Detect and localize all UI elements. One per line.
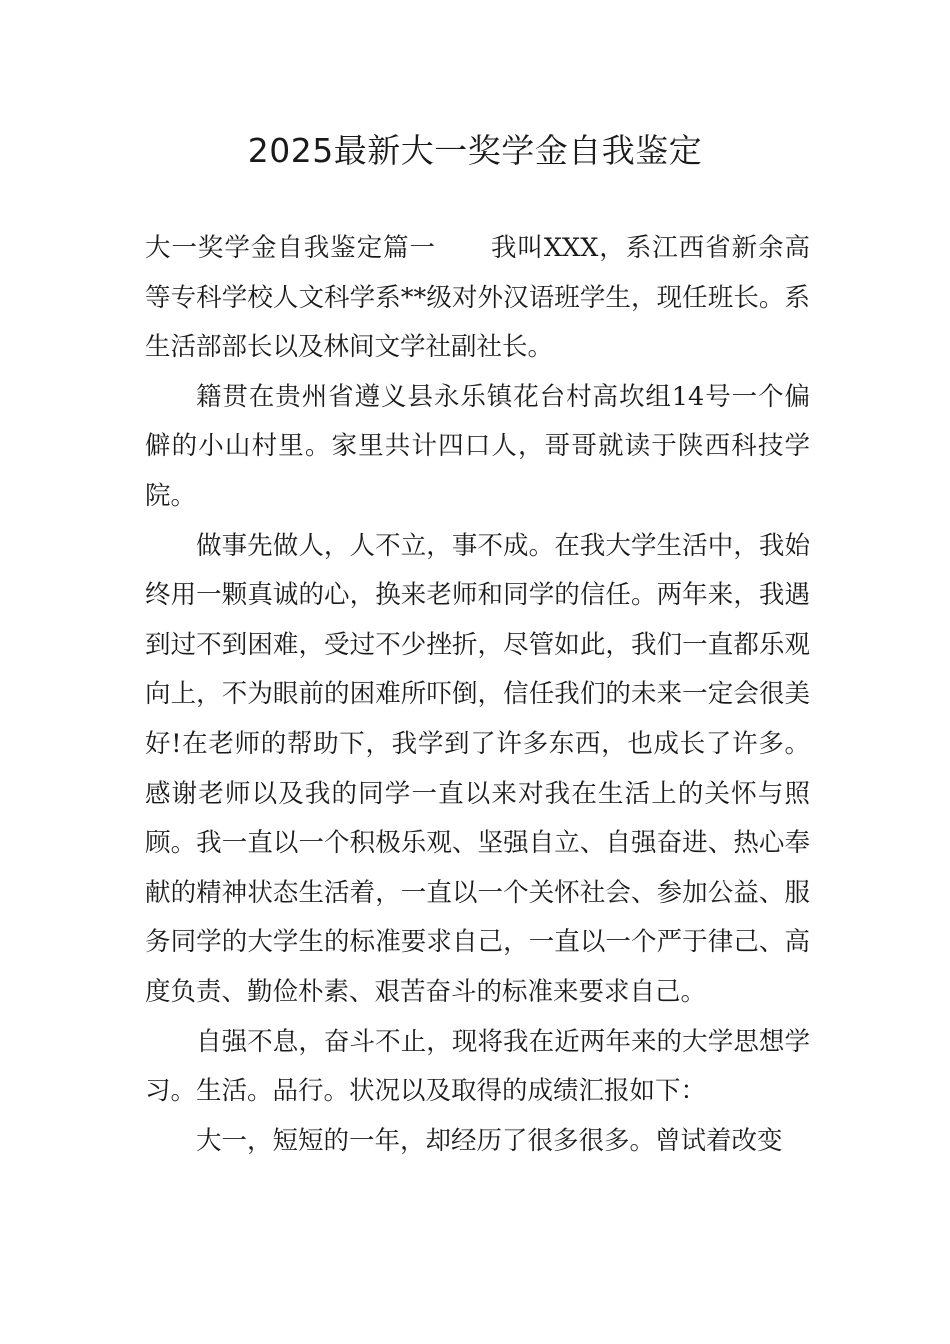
- paragraph-4: 自强不息，奋斗不止，现将我在近两年来的大学思想学习。生活。品行。状况以及取得的成绩汇报如下：: [145, 1026, 810, 1107]
- document-title: 2025最新大一奖学金自我鉴定: [247, 131, 703, 170]
- paragraph-5: 大一，短短的一年，却经历了很多很多。曾试着改变: [196, 1125, 783, 1156]
- paragraph-1: [145, 224, 810, 373]
- paragraph-2: 籍贯在贵州省遵义县永乐镇花台村高坎组14号一个偏僻的小山村里。家里共计四口人，哥哥就读于陕西科技学院。: [145, 381, 810, 511]
- paragraph-1-text: 我叫XXX，系江西省新余高等专科学校人文科学系**级对外汉语班学生，现任班长。系生活部部长以及林间文学社副社长。: [145, 233, 810, 363]
- paragraph-3: 做事先做人，人不立，事不成。在我大学生活中，我始终用一颗真诚的心，换来老师和同学的信任。两年来，我遇到过不到困难，受过不少挫折，尽管如此，我们一直都乐观向上，不为眼前的困难所吓倒，信任我们的未来一定会很美好!在老师的帮助下，我学到了许多东西，也成长了许多。感谢老师以及我的同学一直以来对我在生活上的关怀与照顾。我一直以一个积极乐观、坚强自立、自强奋进、热心奉献的精神状态生活着，一直以一个关怀社会、参加公益、服务同学的大学生的标准要求自己，一直以一个严于律己、高度负责、勤俭朴素、艰苦奋斗的标准来要求自己。: [145, 530, 810, 1007]
- document-body: [145, 224, 810, 1166]
- section-heading: 大一奖学金自我鉴定篇一: [145, 233, 437, 263]
